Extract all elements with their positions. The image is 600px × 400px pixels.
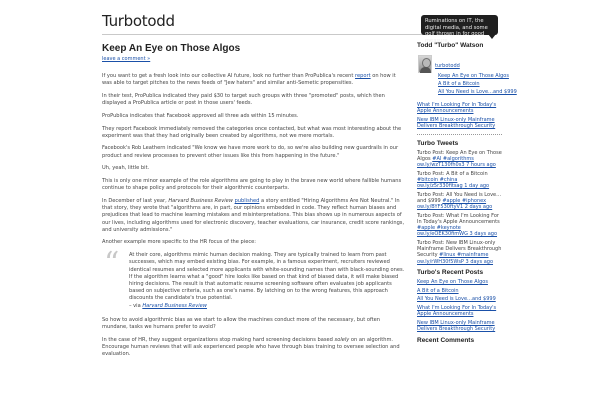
profile-widget <box>417 52 517 98</box>
tweet-item: Turbo Post: Keep An Eye on Those Algos #AI #algorithms ow.ly/wzT130fh0s3 7 hours ago <box>417 149 502 169</box>
post-paragraph: Uh, yeah, little bit. <box>102 165 150 172</box>
quote-attribution: – via Harvard Business Review <box>129 302 207 309</box>
tweet-hashtags-link[interactable]: #linux #mainframe <box>439 252 489 259</box>
divider <box>417 134 502 135</box>
leave-comment-link[interactable]: leave a comment » <box>102 56 151 62</box>
tweet-short-link[interactable]: ow.ly/wzT130fh0s3 <box>417 162 465 169</box>
post-meta <box>102 56 406 62</box>
list-item <box>417 102 502 115</box>
list-item <box>417 279 502 285</box>
list-item <box>417 288 502 294</box>
tweets-heading: Turbo Tweets <box>417 139 459 147</box>
tweet-hashtags-link[interactable]: #AI #algorithms <box>432 155 474 162</box>
recent-post-link[interactable]: All You Need is Love…and $999 <box>417 296 496 303</box>
speech-bubble-tail-icon <box>488 34 496 39</box>
tweet-hashtags-link[interactable]: #apple #keynote <box>417 225 461 232</box>
profile-heading: Todd "Turbo" Watson <box>417 42 484 49</box>
recent-post-link[interactable]: What I'm Looking For In Today's Apple Announcements <box>417 305 497 318</box>
post-paragraph: Another example more specific to the HR focus of the piece: <box>102 239 256 246</box>
post-paragraph: In December of last year, Harvard Business Review published a story entitled "Hiring Algorithms Are Not Neutral." In that story, they wrote that "algorithms are, in part, our opinions embedded in code. They reflect human biases and prejudices that lead to machine learning mistakes and misinterpretations. This bias shows up in numerous aspects of our lives, including algorithms used for electronic discovery, teacher evaluations, car insurance, credit score rankings, and university admissions." <box>102 197 405 233</box>
recent-post-link[interactable]: A Bit of a Bitcoin <box>417 287 459 294</box>
list-item <box>417 296 502 302</box>
site-title[interactable]: Turbotodd <box>102 12 175 30</box>
post-link[interactable]: What I'm Looking For In Today's Apple Announcements <box>417 102 497 115</box>
recent-posts-heading: Turbo's Recent Posts <box>417 268 484 276</box>
profile-post-link[interactable]: All You Need is Love…and $999 <box>438 89 517 95</box>
tweet-item: Turbo Post: A Bit of a Bitcoin #bitcoin #china ow.ly/z5r330fitsag 1 day ago <box>417 170 490 190</box>
report-link[interactable]: report <box>355 73 371 79</box>
post-link[interactable]: New IBM Linux-only Mainframe Delivers Breakthrough Security <box>417 117 496 130</box>
tweet-hashtags-link[interactable]: #bitcoin #china <box>417 176 458 183</box>
list-item <box>417 117 502 130</box>
recent-posts-list <box>417 279 502 333</box>
tweet-time-link[interactable]: 1 day ago <box>462 183 490 190</box>
tweet-hashtags-link[interactable]: #apple #iphonex <box>442 197 487 204</box>
profile-links-list <box>417 102 502 130</box>
profile-post-link[interactable]: A Bit of a Bitcoin <box>438 81 480 87</box>
tweets-list <box>417 150 502 265</box>
sidebar <box>417 42 517 400</box>
tweet-short-link[interactable]: ow.ly/rWH30f5WsP <box>417 258 464 265</box>
tweet-item: Turbo Post: All You Need is Love…and $999 #apple #iphonex ow.ly/BYF530ftyV1 2 days ago <box>417 191 502 211</box>
tweet-item: Turbo Post: What I'm Looking For In Today's Apple Announcements #apple #keynote ow.ly/eOEK30fimWG 3 days ago <box>417 212 500 238</box>
tweet-time-link[interactable]: 7 hours ago <box>464 162 496 169</box>
post-paragraph: So how to avoid algorithmic bias as we start to allow the machines conduct more of the necessary, but often mundane, tasks we humans prefer to avoid? <box>102 316 381 330</box>
tweet-time-link[interactable]: 3 days ago <box>467 231 498 238</box>
profile-name-link[interactable]: turbotodd <box>435 63 460 69</box>
quote-text: At their core, algorithms mimic human decision making. They are typically trained to learn from past successes, which may embed existing bias. For example, in a famous experiment, recruiters reviewed identical resumes and selected more applicants with white-sounding names than with black-sounding ones. If the algorithm learns what a "good" hire looks like based on that kind of biased data, it will make biased hiring decisions. The result is that automatic resume screening software often evaluates job applicants based on subjective criteria, such as one's name. By latching on to the wrong features, this approach discounts the candidate's true potential. <box>129 252 405 302</box>
tweet-time-link[interactable]: 3 days ago <box>463 258 494 265</box>
profile-post-link[interactable]: Keep An Eye on Those Algos <box>438 73 509 79</box>
tweet-short-link[interactable]: ow.ly/z5r330fitsag <box>417 183 463 190</box>
post-paragraph: They report Facebook immediately removed the categories once contacted, but what was most interesting about the experiment was that they had originally been created by algorithms, not we mere mortals. <box>102 125 402 139</box>
post-paragraph: In the case of HR, they suggest organizations stop making hard screening decisions based solely on an algorithm. Encourage human reviews that will ask experienced people who have through bias training to oversee selection and evaluation. <box>102 336 400 358</box>
blockquote <box>102 246 406 310</box>
recent-post-link[interactable]: New IBM Linux-only Mainframe Delivers Breakthrough Security <box>417 320 496 333</box>
post-content <box>102 42 406 400</box>
tweet-short-link[interactable]: ow.ly/eOEK30fimWG <box>417 231 468 238</box>
avatar[interactable] <box>418 55 432 73</box>
tweet-time-link[interactable]: 2 days ago <box>463 204 493 211</box>
post-paragraph: In their test, ProPublica indicated they paid $30 to target such groups with three "promoted" posts, which then displayed a ProPublica article or post in those users' feeds. <box>102 92 385 107</box>
tweet-short-link[interactable]: ow.ly/BYF530ftyV1 <box>417 204 464 211</box>
site-header <box>0 0 600 42</box>
list-item <box>417 305 502 317</box>
post-paragraph: ProPublica indicates that Facebook approved all three ads within 15 minutes. <box>102 112 299 119</box>
quote-source-link[interactable]: Harvard Business Review <box>142 302 207 309</box>
post-title[interactable]: Keep An Eye on Those Algos <box>102 43 241 54</box>
post-paragraph: If you want to get a fresh look into our collective AI future, look no further than ProPublica's recent report on how it was able to target pitches to the news feeds of "Jew haters" and similar anti-Semetic propensities. <box>102 73 396 87</box>
recent-post-link[interactable]: Keep An Eye on Those Algos <box>417 278 488 285</box>
tweet-item: Turbo Post: New IBM Linux-only Mainframe Delivers Breakthrough Security #linux #mainframe ow.ly/rWH30f5WsP 3 days ago <box>417 239 502 265</box>
published-link[interactable]: published <box>234 197 260 204</box>
quote-mark-icon: “ <box>104 246 120 282</box>
post-paragraph: This is only one minor example of the role algorithms are going to play in the brave new world where fallible humans continue to shape policy and protocols for their algorithmic counterparts. <box>102 178 402 192</box>
site-tagline: Ruminations on IT, the digital media, and some golf thrown in for good measure. <box>421 15 498 35</box>
recent-comments-heading: Recent Comments <box>417 336 475 344</box>
post-paragraph: Facebook's Rob Leathern indicated "We know we have more work to do, so we're also building new guardrails in our product and review processes to prevent other issues like this from happening in the future." <box>102 145 399 159</box>
list-item <box>417 320 502 332</box>
